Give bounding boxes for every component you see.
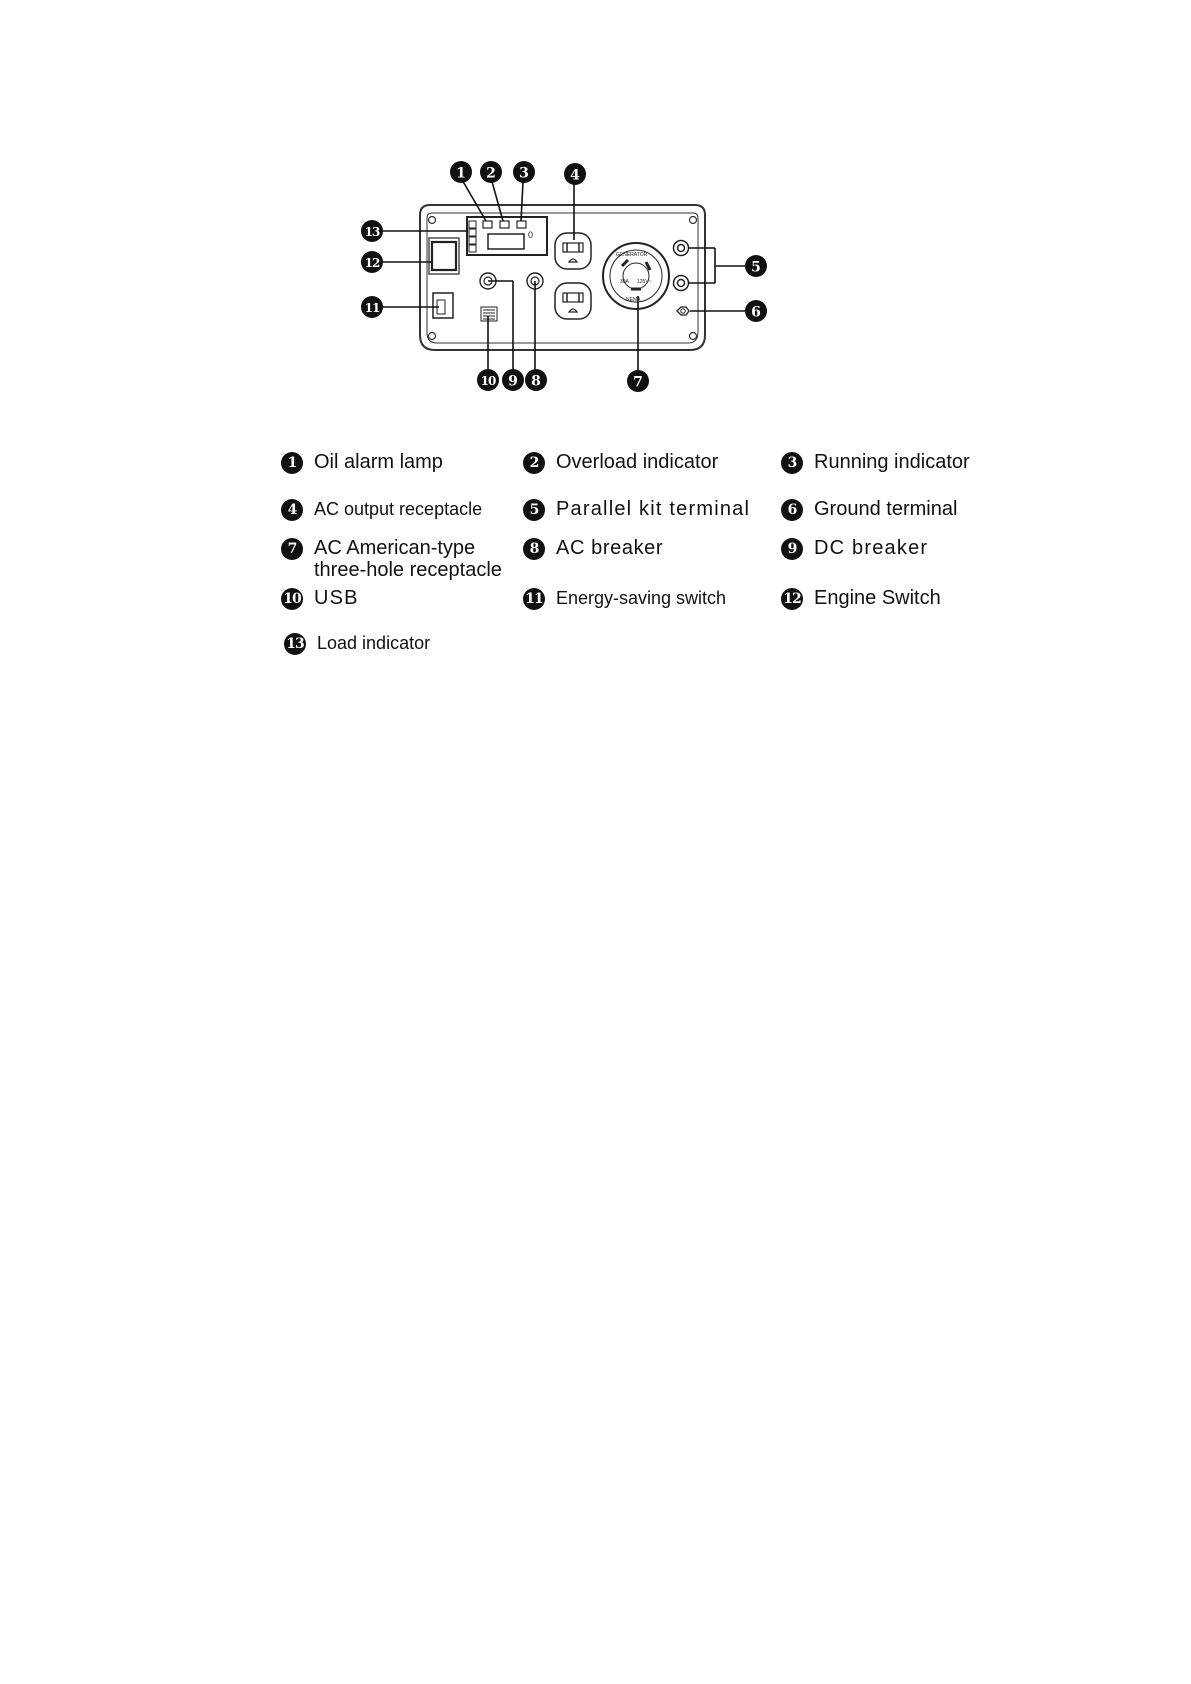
legend-label: Parallel kit terminal	[556, 498, 751, 520]
svg-text:4: 4	[570, 167, 580, 184]
legend-label: Oil alarm lamp	[314, 451, 443, 473]
callout-12	[361, 251, 383, 273]
svg-text:11: 11	[364, 301, 380, 315]
legend-item-6	[781, 498, 957, 521]
callout-9	[502, 369, 524, 391]
receptacle-text-2: 30A	[620, 279, 629, 285]
callout-6	[745, 300, 767, 322]
callout-5	[745, 255, 767, 277]
legend-item-1	[281, 451, 443, 474]
legend-item-4	[281, 498, 482, 521]
svg-text:5: 5	[751, 259, 761, 276]
legend-item-13	[284, 632, 430, 655]
svg-text:1: 1	[456, 165, 466, 182]
callout-7	[627, 370, 649, 392]
legend-badge: 1	[281, 452, 303, 474]
usb-port	[481, 307, 497, 321]
legend-label: Energy-saving switch	[556, 588, 727, 608]
legend-badge: 8	[523, 538, 545, 560]
svg-text:6: 6	[751, 304, 761, 321]
svg-text:13: 13	[364, 225, 380, 239]
callout-13	[361, 220, 383, 242]
overload-lamp	[500, 221, 509, 228]
legend-label: Running indicator	[814, 451, 970, 473]
display-digit: 0	[528, 230, 534, 240]
legend-label: AC American-type	[314, 537, 476, 559]
svg-text:10: 10	[480, 374, 496, 388]
legend-badge: 2	[523, 452, 545, 474]
legend-item-3	[781, 451, 970, 474]
load-indicator-bars	[469, 221, 476, 252]
legend-item-5	[523, 498, 750, 521]
legend-label: USB	[314, 587, 359, 609]
ground-terminal	[677, 307, 689, 315]
callout-1	[450, 161, 472, 183]
legend-item-12	[781, 587, 941, 610]
svg-text:12: 12	[364, 256, 380, 270]
legend-label: Overload indicator	[556, 451, 719, 473]
legend-badge: 13	[284, 633, 306, 655]
ac-outlet-top	[555, 233, 591, 269]
legend-label: AC output receptacle	[314, 499, 483, 519]
legend-item-10	[281, 587, 359, 610]
callout-4	[564, 163, 586, 185]
parallel-terminals	[674, 241, 689, 291]
receptacle-text-1: GENERATOR	[616, 252, 648, 258]
callout-10	[477, 369, 499, 391]
legend-label: Engine Switch	[814, 587, 941, 609]
running-lamp	[517, 221, 526, 228]
legend-label-block	[314, 537, 502, 581]
legend-item-9	[781, 537, 928, 560]
legend-badge: 10	[281, 588, 303, 610]
legend-badge: 12	[781, 588, 803, 610]
oil-alarm-lamp	[483, 221, 492, 228]
control-panel-diagram	[0, 0, 1191, 680]
indicator-display	[467, 217, 547, 255]
legend-label: AC breaker	[556, 537, 664, 559]
svg-text:8: 8	[531, 373, 541, 390]
svg-text:3: 3	[519, 165, 529, 182]
legend-item-2	[523, 451, 718, 474]
legend-badge: 4	[281, 499, 303, 521]
legend-badge: 11	[523, 588, 545, 610]
callout-3	[513, 161, 535, 183]
legend-label: Load indicator	[317, 633, 431, 653]
receptacle-text-4: NEMA	[626, 297, 641, 303]
svg-text:7: 7	[633, 374, 643, 391]
legend-badge: 5	[523, 499, 545, 521]
legend-label: DC breaker	[814, 537, 929, 559]
callout-2	[480, 161, 502, 183]
legend-item-7	[281, 537, 502, 581]
legend-label-line2: three-hole receptacle	[314, 559, 502, 581]
legend-label: Ground terminal	[814, 498, 958, 520]
ac-outlet-bottom	[555, 283, 591, 319]
svg-text:2: 2	[486, 165, 496, 182]
callout-8	[525, 369, 547, 391]
engine-switch	[429, 238, 459, 274]
legend-badge: 3	[781, 452, 803, 474]
legend-badge: 6	[781, 499, 803, 521]
legend-badge: 9	[781, 538, 803, 560]
callout-11	[361, 296, 383, 318]
legend-badge: 7	[281, 538, 303, 560]
legend-item-8	[523, 537, 663, 560]
legend-item-11	[523, 587, 726, 610]
energy-saving-switch	[433, 293, 453, 318]
receptacle-text-3: 125V~	[637, 279, 652, 285]
svg-text:9: 9	[508, 373, 518, 390]
